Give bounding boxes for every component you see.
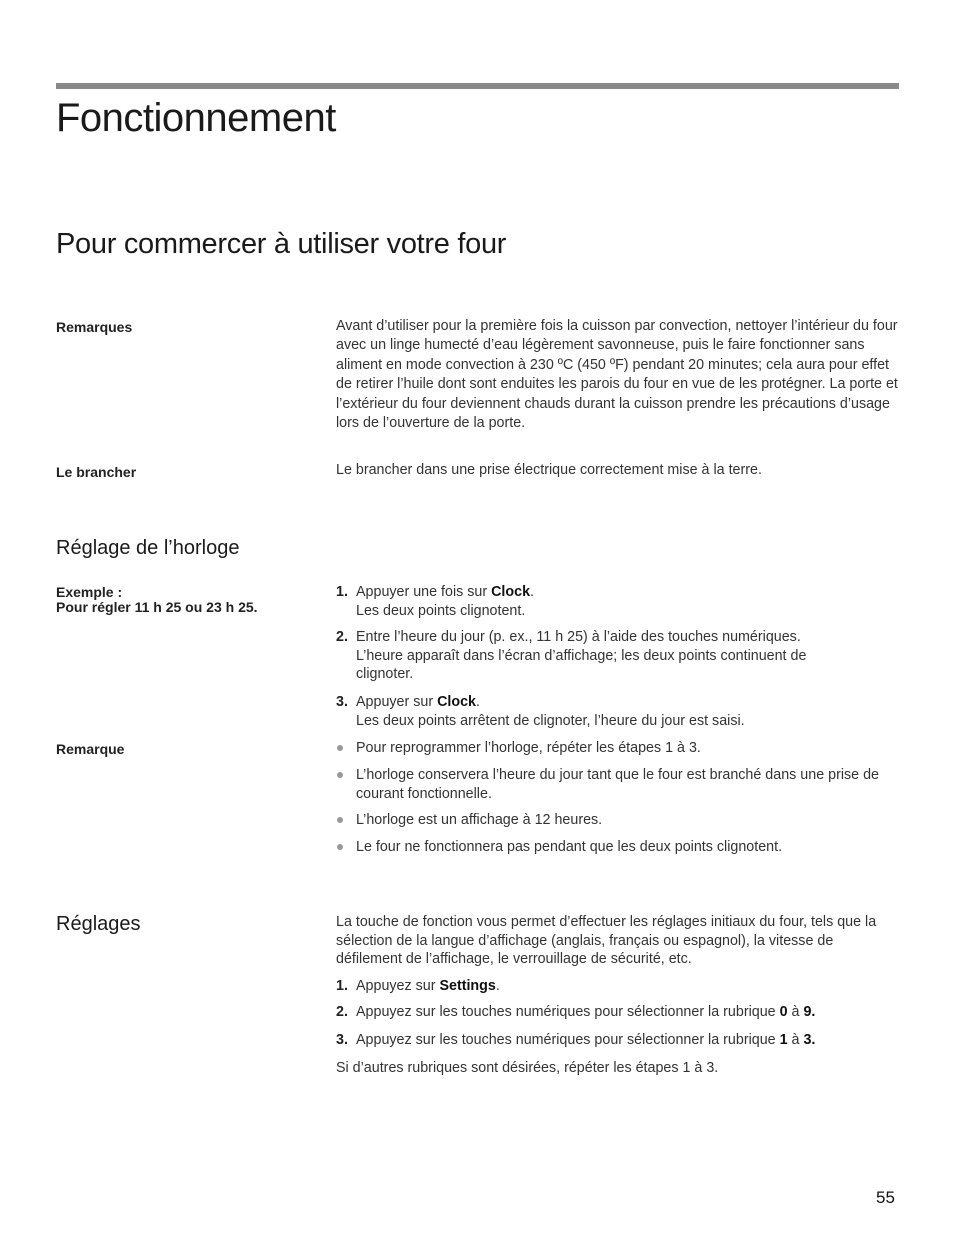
header-rule [56,83,899,89]
settings-key: Settings [439,978,496,994]
bullet-icon [337,745,343,751]
range-end: 9. [803,1004,816,1020]
step-text [356,1031,906,1050]
note-text: Pour reprogrammer l’horloge, répéter les étapes 1 à 3. [356,740,701,756]
reglages-step [336,977,906,996]
step-text-post: . [530,584,535,600]
step-number: 1. [336,584,348,600]
step-text-line2: Les deux points arrêtent de clignoter, l’heure du jour est saisi. [356,712,745,729]
range-start: 1 [779,1032,788,1048]
step-text: Entre l’heure du jour (p. ex., 11 h 25) à l’aide des touches numériques. L’heure apparaît dans l’écran d’affichage; les deux points continuent de clignoter. [356,629,807,682]
step-text-pre: Appuyez sur les touches numériques pour sélectionner la rubrique [356,1004,780,1020]
horloge-heading: Réglage de l’horloge [56,537,240,559]
brancher-text: Le brancher dans une prise électrique correctement mise à la terre. [336,462,762,478]
bullet-icon [337,817,343,823]
remarques-text: Avant d’utiliser pour la première fois la cuisson par convection, nettoyer l’intérieur du four avec un linge humecté d’eau légèrement savonneuse, puis le faire fonctionner sans aliment en mode convection à 230 ºC (450 ºF) pendant 20 minutes; cela aura pour effet de retirer l’huile dont sont enduites les parois du four en vue de les protégner. La porte et l’extérieur du four deviennent chauds durant la cuisson prendre les précautions d’usage lors de l’ouverture de la porte. [336,318,898,432]
page-title: Fonctionnement [56,96,336,140]
section-title: Pour commercer à utiliser votre four [56,228,507,260]
step-text [356,977,906,996]
step-text-pre: Appuyez sur [356,978,440,994]
note-item [336,739,906,758]
reglages-intro: La touche de fonction vous permet d’effectuer les réglages initiaux du four, tels que la sélection de la langue d’affichage (anglais, français ou espagnol), la vitesse de défilement de l’affichage, le verrouillage de sécurité, etc. [336,914,877,967]
horloge-step [336,628,906,684]
step-text-mid: à [787,1032,804,1048]
horloge-step [336,583,906,620]
clock-key: Clock [491,584,531,600]
note-item [336,811,906,830]
reglages-heading: Réglages [56,913,141,935]
range-start: 0 [779,1004,788,1020]
page-number: 55 [876,1188,895,1207]
step-text [356,1003,906,1022]
step-text-pre: Appuyez sur les touches numériques pour sélectionner la rubrique [356,1032,780,1048]
reglages-step [336,1031,906,1050]
horloge-step [336,693,906,730]
step-text [356,583,906,620]
step-text-pre: Appuyer une fois sur [356,584,492,600]
example-label-line2: Pour régler 11 h 25 ou 23 h 25. [56,599,258,615]
brancher-label: Le brancher [56,464,137,480]
step-number: 1. [336,978,348,994]
step-number: 2. [336,629,348,645]
step-text-line2: Les deux points clignotent. [356,602,526,619]
bullet-icon [337,844,343,850]
example-label [56,585,258,615]
example-label-line1: Exemple : [56,584,123,600]
note-text: L’horloge est un affichage à 12 heures. [356,812,603,828]
reglages-outro: Si d’autres rubriques sont désirées, répéter les étapes 1 à 3. [336,1060,719,1076]
remarque-label: Remarque [56,741,125,757]
step-text [356,693,906,730]
note-text: Le four ne fonctionnera pas pendant que les deux points clignotent. [356,839,783,855]
remarques-label: Remarques [56,319,133,335]
clock-key: Clock [437,694,476,710]
note-text: L’horloge conservera l’heure du jour tant que le four est branché dans une prise de courant fonctionnelle. [356,767,879,802]
step-number: 3. [336,694,348,710]
note-item [336,766,906,803]
bullet-icon [337,772,343,778]
step-text-post: . [476,694,480,710]
step-number: 2. [336,1004,348,1020]
note-item [336,838,906,857]
step-text-post: . [495,978,500,994]
reglages-step [336,1003,906,1022]
step-number: 3. [336,1032,348,1048]
step-text-pre: Appuyer sur [356,694,438,710]
range-end: 3. [803,1032,816,1048]
step-text-mid: à [787,1004,804,1020]
